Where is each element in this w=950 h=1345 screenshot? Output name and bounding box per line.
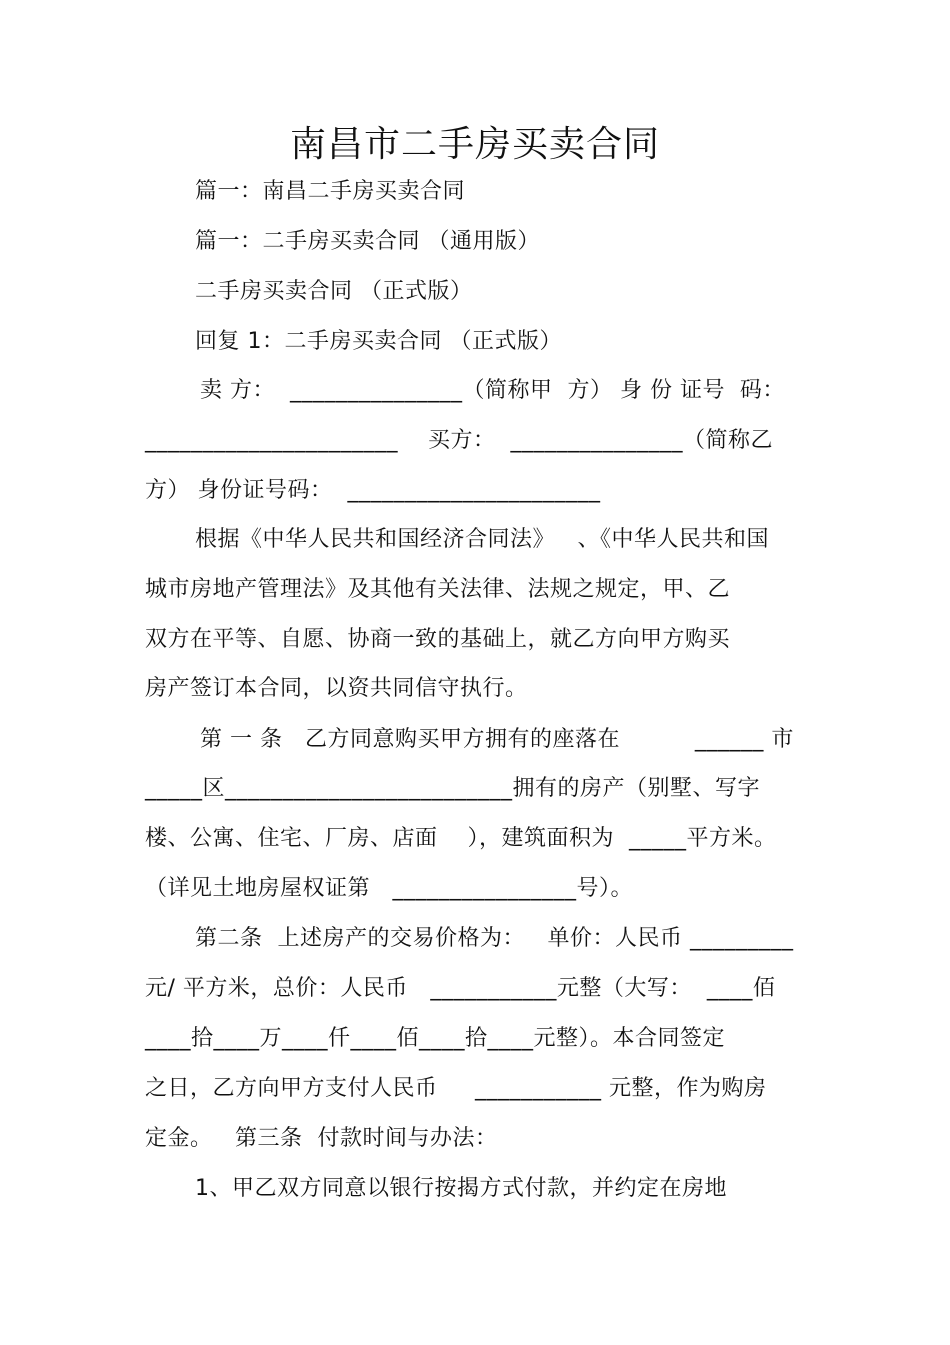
doc-line: ____拾____万____仟____佰____拾____元整）。本合同签定: [145, 1026, 726, 1051]
doc-line: 之日，乙方向甲方支付人民币 ___________ 元整，作为购房: [145, 1076, 767, 1101]
doc-line: 楼、公寓、住宅、厂房、店面 ），建筑面积为 _____平方米。: [145, 826, 777, 851]
doc-line: _____区_________________________拥有的房产（别墅、写字: [145, 776, 761, 801]
doc-line: 城市房地产管理法》及其他有关法律、法规之规定，甲、乙: [145, 577, 731, 602]
doc-line: 房产签订本合同，以资共同信守执行。: [145, 676, 528, 701]
doc-line: （详见土地房屋权证第 ________________号）。: [145, 876, 633, 901]
doc-line: 定金。 第三条 付款时间与办法：: [145, 1126, 498, 1151]
doc-line: 根据《中华人民共和国经济合同法》 、《中华人民共和国: [195, 527, 769, 552]
doc-line: 二手房买卖合同 （正式版）: [195, 279, 473, 304]
doc-line: 第 一 条 乙方同意购买甲方拥有的座落在 ______ 市: [200, 727, 794, 752]
doc-line: 1、甲乙双方同意以银行按揭方式付款，并约定在房地: [195, 1176, 727, 1201]
doc-line: 元/ 平方米，总价：人民币 ___________元整（大写： ____佰: [145, 976, 776, 1001]
doc-line: 篇一：二手房买卖合同 （通用版）: [195, 229, 540, 254]
doc-line: 回复 1：二手房买卖合同 （正式版）: [195, 329, 562, 354]
doc-line: 卖 方： _______________（简称甲 方） 身 份 证号 码：: [200, 378, 785, 403]
doc-line: ______________________ 买方： _______________（简称乙: [145, 428, 773, 453]
doc-line: 篇一：南昌二手房买卖合同: [195, 179, 466, 204]
doc-line: 第二条 上述房产的交易价格为： 单价：人民币 _________: [195, 926, 794, 951]
doc-line: 双方在平等、自愿、协商一致的基础上，就乙方向甲方购买: [145, 627, 731, 652]
document-title: 南昌市二手房买卖合同: [289, 124, 660, 165]
doc-line: 方） 身份证号码： ______________________: [145, 478, 601, 503]
